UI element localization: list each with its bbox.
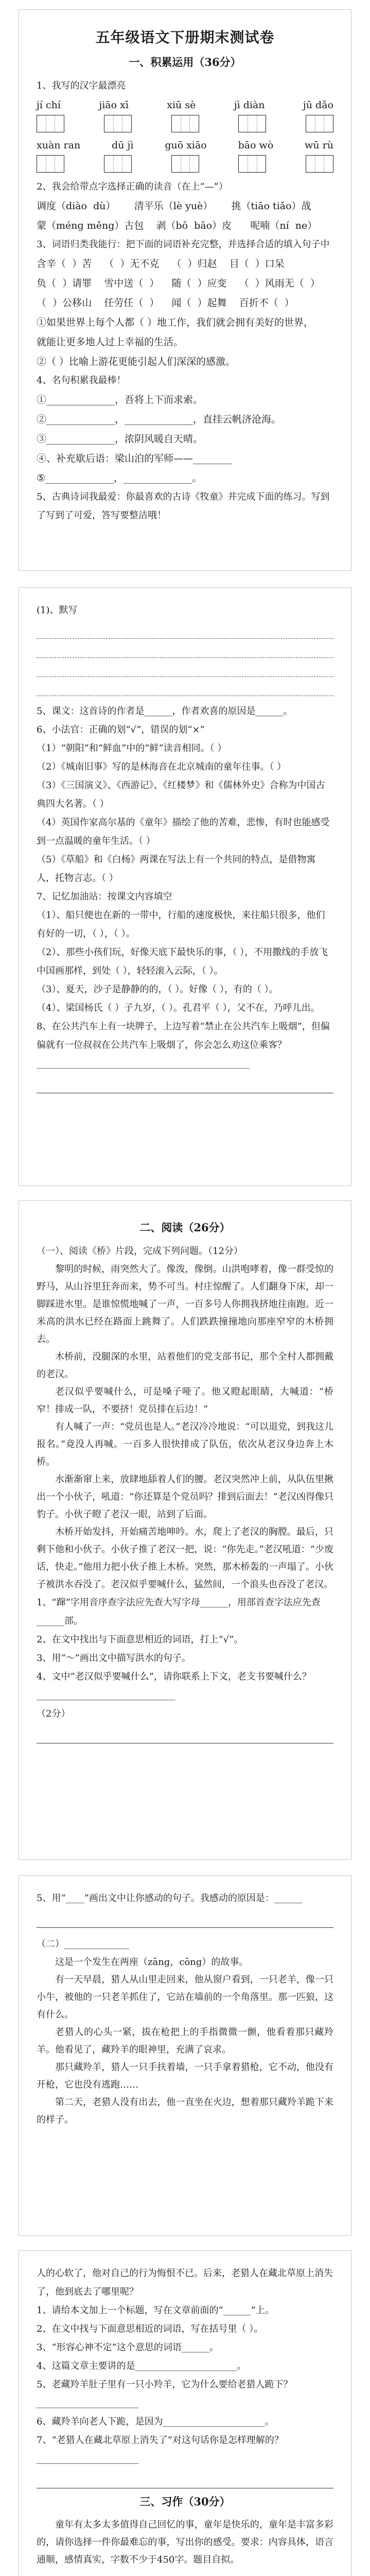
fill-sentence: ②（ ）比喻上游花更能引起人们深深的感激。 [37,356,236,367]
writing-boxes [37,115,333,132]
writing-box[interactable] [238,115,266,132]
writing-box[interactable] [171,115,199,132]
question-text: 7、“老猎人在藏北草原上消失了”对这句话你是怎样理解的？______________________ [37,2435,284,2464]
exam-page-2 [19,587,351,1186]
question-label: 6、小法官：正确的划“√”，错误的划“×” [37,724,205,735]
question-text: 8、在公共汽车上有一块牌子，上边写着“禁止在公共汽车上吸烟”，但偏偏就有一位叔叔在公共汽车上吸烟了，你会怎么劝这位乘客？______________________________________________ [37,1021,330,1069]
judge-item: （2）《城南旧事》写的是林海音在北京城南的童年往事。（ ） [37,761,287,772]
answer-line[interactable] [37,1910,333,1928]
idiom-line: 负（ ）请罪 雪中送（ ） 随（ ）应变 （ ）风雨无（ ） [37,278,320,289]
quote-line: ①______________，吾将上下而求索。 [37,394,203,405]
section-heading: 三、习作（30分） [139,2495,231,2508]
writing-box[interactable] [171,155,199,173]
reading-paragraph: 第二天，老猎人没有出去，他一直坐在火边，想着那只藏羚羊跪下来的样子。 [37,2097,333,2125]
question-label: 2、我会给带点字选择正确的读音（在上“—”） [37,181,228,192]
pinyin: jū dǎo [303,99,333,111]
section-heading: 二、阅读（26分） [139,1221,231,1234]
answer-line[interactable] [37,621,333,639]
fill-item: （1）、船只便也在新的一带中，行船的速度极快，来往船只很多，他们有好的一切，（ ），（ ）。 [37,910,325,939]
quote-line: ③______________，浓阴风暖自天晴。 [37,433,203,445]
judge-item: （5）《草船》和《白杨》两课在写法上有一个共同的特点，是借物寓人，托物言志。（ ） [37,854,316,884]
pinyin-row [37,97,333,113]
pinyin: xiū sè [167,99,196,111]
pinyin: jì diàn [234,99,265,111]
reading-paragraph: 木桥前，没腿深的水里，站着他们的党支部书记，那个全村人都拥戴的老汉。 [37,1351,333,1380]
writing-box[interactable] [104,115,132,132]
pinyin: guō xiāo [165,140,207,151]
question-text: 5、用“____”画出文中让你感动的句子。我感动的原因是：______ [37,1893,302,1904]
fill-item: （2）、那些小孩们玩，好像天底下最快乐的事，（ ），不用撒线的手放飞中国画那样，到处（ ），轻轻滚入云际，（ ）。 [37,947,328,976]
reading-paragraph: 人的心软了，他对自己的行为悔恨不已。后来，老猎人在藏北草原上消失了，他到底去了哪里呢？ [37,2268,333,2297]
writing-box[interactable] [306,115,333,132]
idiom-line: 含辛（ ）苦 （ ）无不克 （ ）归赵 目（ ）口呆 [37,258,285,269]
writing-box[interactable] [104,155,132,173]
fill-sentence: 就能让更多地人过上幸福的生活。 [37,336,184,348]
writing-box[interactable] [37,155,64,173]
score-hint: （2分） [37,1708,71,1719]
question-text: 2、在文中找与下面意思相近的词语，写在括号里（ ）。 [37,2324,263,2334]
quote-line: ②______________，______________，直挂云帆济沧海。 [37,414,281,425]
exam-page-5 [19,2250,351,2576]
question-text: 2、在文中找出与下面意思相近的词语，打上“√”。 [37,1634,243,1645]
answer-line[interactable] [37,678,333,696]
question-text: 3、“形容心神不定”这个意思的词语______。 [37,2342,219,2353]
exam-title: 五年级语文下册期末测试卷 [95,29,275,46]
answer-line[interactable] [37,1725,333,1743]
quote-line: ⑤______________，______________。 [37,472,202,484]
reading-paragraph: 有人喊了一声：“党员也是人。”老汉冷冷地说：“可以退党，到我这儿报名。”竟没人再喊。一百多人很快排成了队伍，依次从老汉身边奔上木桥。 [37,1421,333,1467]
pinyin: jiāo xī [99,99,129,111]
question-text: 4、文中“老汉似乎要喊什么”，请你联系上下文，老支书要喊什么？______________________________ [37,1671,311,1701]
writing-box[interactable] [238,155,266,173]
pinyin-row [37,138,333,153]
question-label: 4、名句积累我最棒！ [37,375,126,386]
exam-page-4 [19,1875,351,2236]
question-text: 1、“蹿”字用音序查字法应先查大写字母______，用部首查字法应先查______部。 [37,1597,321,1626]
reading-title: （二）______________ [37,1939,129,1950]
judge-item: （1）“朝阳”和“鲜血”中的“鲜”读音相同。（ ） [37,743,227,754]
section-heading: 一、积累运用（36分） [129,56,241,69]
answer-line[interactable] [37,659,333,677]
question-label: 7、记忆加油站：按课文内容填空 [37,891,172,902]
writing-box[interactable] [306,155,333,173]
idiom-line: （ ）公移山 任劳任（ ） 闻（ ）起舞 百折不（ ） [37,297,294,309]
judge-item: （4）英国作家高尔基的《童年》描绘了他的苦难，悲惨，有时也能感受到一点温暖的童年生活。（ ） [37,817,330,846]
question-text: 1、请给本文加上一个标题，写在文章前面的“______”上。 [37,2305,274,2316]
fill-item: （3）、夏天，沙子是静静的的，（ ）。好像（ ），有的（ ）。 [37,984,278,995]
question-text: 3、用“～”画出文中描写洪水的句子。 [37,1653,191,1664]
quote-line: ④、补充歇后语：梁山泊的军师——________ [37,453,233,464]
reading-paragraph: 木桥开始发抖，开始痛苦地呻吟。水，爬上了老汉的胸膛。最后，只剩下他和小伙子。小伙子推了老汉一把，说：“你先走。”老汉吼道：“少废话，快走。”他用力把小伙子推上木桥。突然，那木桥轰的一声塌了。小伙子被洪水吞没了。老汉似乎要喊什么，猛然间，一个浪头也吞没了老汉。 [37,1527,333,1590]
reading-paragraph: 水渐渐窜上来，放肆地舔着人们的腰。老汉突然冲上前，从队伍里揪出一个小伙子，吼道：“你还算是个党员吗？排到后面去！”老汉凶得像只豹子。小伙子瞪了老汉一眼，站到了后面。 [37,1474,333,1520]
writing-boxes [37,155,333,173]
question-label: 5、古典诗词我最爱：你最喜欢的古诗《牧童》并完成下面的练习。写到了写到了可爱，答写要整洁哦！ [37,492,330,521]
reading-paragraph: 黎明的时候，雨突然大了。像泼，像倒。山洪咆哮着，像一群受惊的野马，从山谷里狂奔而来，势不可当。村庄惊醒了。人们翻身下床，却一脚踩进水里。是谁惊慌地喊了一声，一百多号人你拥我挤地往南跑。近一米高的洪水已经在路面上跳舞了。人们跌跌撞撞地向那座窄窄的木桥拥去。 [37,1264,333,1345]
question-text: 4、这篇文章主要讲的是______________________。 [37,2361,246,2371]
fill-sentence: ①如果世界上每个人都（ ）地工作，我们就会拥有美好的世界， [37,317,314,328]
writing-box[interactable] [37,115,64,132]
reading-paragraph: 那只藏羚羊，猎人一只手扶着墙，一只手拿着猎枪，它不动，他没有开枪，它也没有逃跑…… [37,2062,333,2090]
answer-line[interactable] [37,640,333,658]
pinyin: xuàn ran [37,140,81,151]
reading-choice-line: 调度（diào dù） 清平乐（lè yuè） 挑（tiāo tiǎo）战 [37,200,311,212]
pinyin: jí chí [37,99,61,111]
question-label: 1、我写的汉字最漂亮 [37,80,126,91]
question-text: 6、藏羚羊向老人下跪，是因为______________________。 [37,2416,274,2427]
reading-paragraph: 有一天早晨，猎人从山里走回来，他从窗户看到，一只老羊，像一只小牛，被他的一只老羊抓住了，它站在墙前的一个角落里。那一匹狼，这有什么。 [37,1974,333,2020]
reading-paragraph: 老汉似乎要喊什么，可是嗓子哑了。他又瞪起眼睛，大喊道：“桥窄！排成一队，不要挤！党员排在后边！” [37,1386,333,1415]
exam-page-1 [19,9,351,571]
pinyin: bāo wò [238,140,274,151]
pinyin: dū jì [112,140,134,151]
question-label: (1)、默写 [37,605,78,616]
reading-paragraph: 老猎人的心头一紧，拔在枪把上的手指微微一颤，他看着那只藏羚羊。他看见了，藏羚羊的眼神里，充满了哀求。 [37,2027,333,2055]
judge-item: （3）《三国演义》、《西游记》、《红楼梦》和《儒林外史》合称为中国古典四大名著。（ ） [37,780,325,809]
pinyin: wū rù [305,140,333,151]
answer-line[interactable] [37,1075,333,1093]
fill-item: （4）、梁国杨氏（ ）子九岁，（ ）。孔君平（ ），父不在，乃呼儿出。 [37,1003,320,1013]
exam-page-3 [19,1200,351,1860]
question-label: 3、词语归类我能行：把下面的词语补充完整，并选择合适的填入句子中 [37,239,330,250]
essay-prompt: 童年有太多太多值得自己回忆的事，童年是快乐的，童年是丰富多彩的，请你选择一件你最难忘的事，写出你的感受。要求：内容具体，语言通顺，感情真实，字数不少于450字。题目自拟。 [37,2519,333,2565]
answer-line[interactable] [37,2470,333,2488]
reading-title: （一）、阅读《桥》片段，完成下列问题。（12分） [37,1246,243,1257]
reading-paragraph: 这是一个发生在两座（zāng，cōng）的故事。 [55,1957,249,1968]
question-text: 5、课文：这首诗的作者是______，作者欢喜的原因是______。 [37,706,293,717]
question-text: 5、老藏羚羊肚子里有一只小羚羊，它为什么要给老猎人跪下？______________________ [37,2379,293,2409]
reading-choice-line: 蒙（méng měng）古包 剥（bō bāo）皮 呢喃（ní ne） [37,220,318,231]
